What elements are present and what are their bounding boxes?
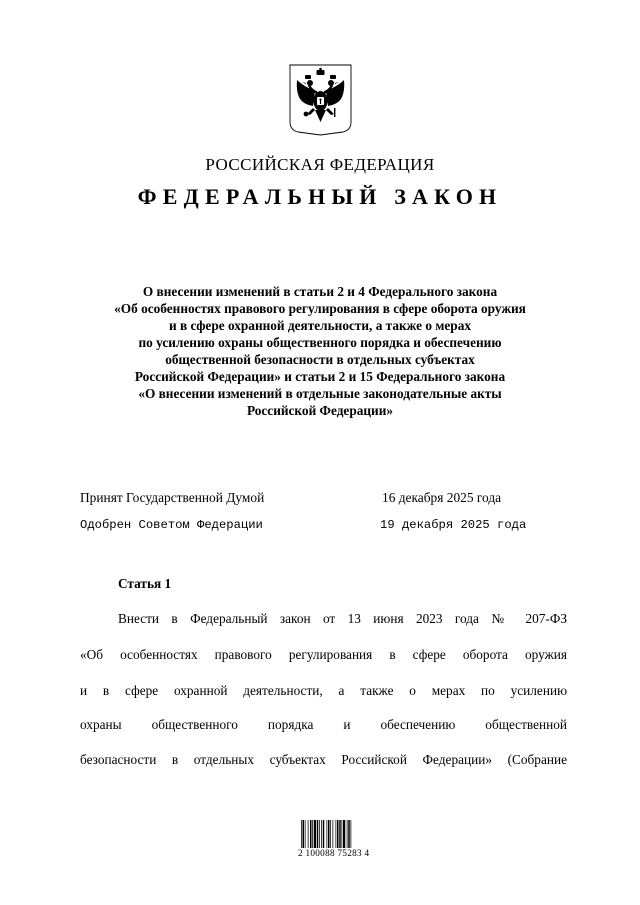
- barcode-bar: [328, 820, 330, 848]
- article-text-line: и в сфере охранной деятельности, а также о мерах по усилению: [80, 683, 567, 698]
- barcode-bar: [343, 820, 345, 848]
- article-text-line: безопасности в отдельных субъектах Российской Федерации» (Собрание: [80, 752, 567, 767]
- country-name: РОССИЙСКАЯ ФЕДЕРАЦИЯ: [205, 155, 435, 174]
- barcode-bar: [351, 820, 352, 848]
- barcode-number: 2 100088 75283 4: [298, 848, 370, 858]
- barcode-bar: [321, 820, 322, 848]
- article-text-line: «Об особенностях правового регулирования в сфере оборота оружия: [80, 647, 567, 662]
- barcode-bar: [314, 820, 316, 848]
- barcode-bar: [317, 820, 319, 848]
- barcode-bar: [347, 820, 348, 848]
- barcode-bar: [327, 820, 328, 848]
- barcode-bar: [342, 820, 343, 848]
- barcode-bar: [319, 820, 320, 848]
- barcode-bar: [310, 820, 312, 848]
- barcode-bar: [323, 820, 325, 848]
- barcode-bar: [305, 820, 306, 848]
- barcode-bar: [337, 820, 339, 848]
- barcode-bar: [333, 820, 334, 848]
- council-approval-date: 19 декабря 2025 года: [380, 518, 527, 532]
- barcode-icon: [301, 820, 367, 848]
- law-title-line: Российской Федерации» и статьи 2 и 15 Федерального закона: [134, 369, 506, 384]
- duma-adoption-date: 16 декабря 2025 года: [382, 490, 502, 505]
- barcode-bar: [312, 820, 313, 848]
- law-title-line: О внесении изменений в статьи 2 и 4 Федерального закона: [142, 284, 498, 299]
- law-title-line: и в сфере охранной деятельности, а также о мерах: [169, 318, 471, 333]
- council-approval-label: Одобрен Советом Федерации: [80, 518, 263, 532]
- law-title: [60, 283, 580, 419]
- barcode-bar: [303, 820, 305, 848]
- law-title-line: по усилению охраны общественного порядка и обеспечению: [138, 335, 502, 350]
- law-title-line: «Об особенностях правового регулирования в сфере оборота оружия: [114, 301, 526, 316]
- barcode-bar: [339, 820, 341, 848]
- barcode-bar: [308, 820, 309, 848]
- barcode-bar: [336, 820, 337, 848]
- duma-adoption-label: Принят Государственной Думой: [80, 490, 265, 505]
- document-type: ФЕДЕРАЛЬНЫЙ ЗАКОН: [137, 184, 503, 209]
- barcode-bar: [301, 820, 302, 848]
- double-headed-eagle-emblem-icon: [289, 64, 352, 136]
- article-text-line: охраны общественного порядка и обеспечению общественной: [80, 717, 567, 732]
- article-heading: Статья 1: [118, 576, 172, 591]
- law-title-line: общественной безопасности в отдельных субъектах: [165, 352, 475, 367]
- barcode-bar: [348, 820, 350, 848]
- article-text-line: Внести в Федеральный закон от 13 июня 2023 года № 207-ФЗ: [118, 611, 567, 626]
- law-title-line: Российской Федерации»: [246, 403, 394, 418]
- barcode-bar: [330, 820, 331, 848]
- law-title-line: «О внесении изменений в отдельные законодательные акты: [138, 386, 502, 401]
